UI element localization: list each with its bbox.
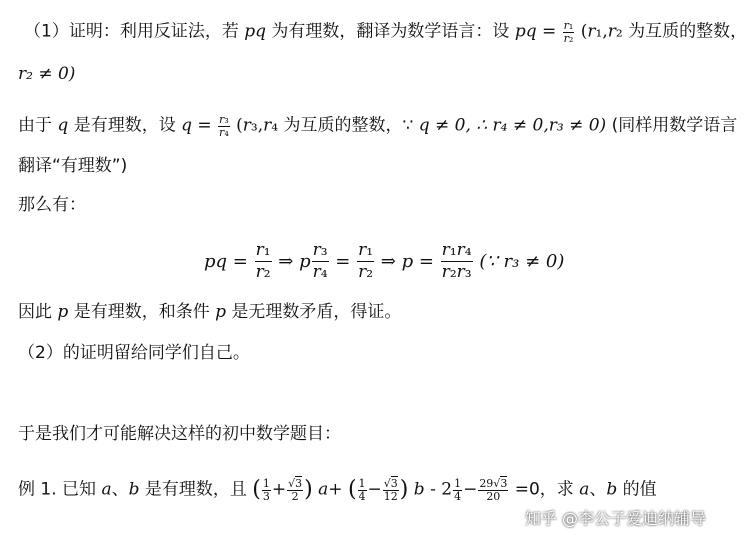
text-segment: 那么有：	[18, 195, 86, 215]
math-r1-r2: (r₁,r₂	[580, 21, 623, 42]
math-q: q	[57, 115, 69, 136]
fraction-sqrt3-2: $\frac{√3}{2}$	[288, 477, 303, 503]
proof-line-6	[18, 304, 401, 321]
math-r2-nonzero: r₂ ≠ 0)	[18, 64, 76, 84]
text-segment: 例 1. 已知	[18, 479, 97, 500]
proof-line-5	[18, 197, 86, 214]
text-segment: 为互质的整数，	[628, 21, 747, 42]
fraction-1-4: $\frac{1}{4}$	[358, 477, 366, 503]
text-segment: 是有理数，设	[73, 115, 176, 136]
proof-line-1	[24, 20, 747, 44]
text-segment: 的值	[622, 479, 657, 500]
example-1: 例 1. 已知 a、b 是有理数，且 ( $\frac{1}{3}$ + $\frac{√3}{2}$ ) a+ ( $\frac{1}{4}$ − $\frac{√3}{12}$ ) b - 2 $\frac{1}{4}$ − $\frac{29√3}{20}$ =0，求 a、b 的值	[18, 477, 657, 503]
fraction-1-4: $\frac{1}{4}$	[454, 477, 462, 503]
math-a-b: a	[101, 479, 112, 500]
math-p: p	[215, 302, 226, 322]
fraction-r1-r2: $\frac{\text{r₁}}{\text{r₂}}$	[255, 240, 271, 283]
fraction-sqrt3-12: $\frac{√3}{12}$	[383, 477, 398, 503]
display-equation: pq = $\frac{\text{r₁}}{\text{r₂}}$ ⇒ p $\frac{\text{r₃}}{\text{r₄}}$ = $\frac{\text{r₁}}{\text{r₂}}$ ⇒ p = $\frac{\text{r₁r₄}}{\text{r₂r₃}}$ (∵ r₃ ≠ 0)	[204, 240, 565, 283]
math-conditions: q ≠ 0, ∴ r₄ ≠ 0,r₃ ≠ 0)	[418, 115, 607, 136]
fraction-r3-r4: $\frac{\text{r₃}}{\text{r₄}}$	[219, 113, 229, 139]
proof-line-7	[18, 345, 250, 362]
proof-line-3	[18, 114, 737, 138]
fraction-r1-r2: $\frac{\text{r₁}}{\text{r₂}}$	[563, 19, 574, 45]
text-segment: 是有理数，和条件	[73, 302, 210, 322]
text-segment: 因此	[18, 302, 52, 322]
fraction-29sqrt3-20: $\frac{29√3}{20}$	[479, 477, 508, 503]
math-condition: (∵ r₃ ≠ 0)	[479, 250, 565, 272]
fraction-1-3: $\frac{1}{3}$	[262, 477, 270, 503]
math-pq: pq	[244, 21, 266, 42]
text-segment: （2）的证明留给同学们自己。	[18, 343, 250, 363]
text-segment: 为有理数，翻译为数学语言：设	[271, 21, 510, 42]
text-segment: 是有理数，且	[144, 479, 247, 500]
text-segment: 由于	[18, 115, 52, 136]
math-r3-r4: (r₃,r₄	[236, 115, 279, 136]
text-segment: 于是我们才可能解决这样的初中数学题目：	[18, 424, 341, 444]
math-pq-def: pq =	[514, 21, 557, 42]
text-segment: 翻译“有理数”)	[18, 156, 128, 176]
math-q-def: q =	[181, 115, 212, 136]
proof-line-8	[18, 426, 341, 443]
text-segment: 为互质的整数，∵	[283, 115, 414, 136]
text-segment: (同样用数学语言	[611, 115, 738, 136]
text-segment: （1）证明：利用反证法，若	[24, 21, 239, 42]
fraction-r3-r4: $\frac{\text{r₃}}{\text{r₄}}$	[312, 240, 328, 283]
fraction-r1r4-r2r3: $\frac{\text{r₁r₄}}{\text{r₂r₃}}$	[441, 240, 472, 283]
watermark: 知乎 @李公子爱迪纳辅导	[524, 509, 706, 528]
proof-line-2	[18, 66, 75, 83]
text-segment: 是无理数矛盾，得证。	[231, 302, 402, 322]
math-p: p	[57, 302, 69, 322]
proof-line-4	[18, 158, 127, 175]
text-segment: =0，求	[514, 479, 574, 500]
fraction-r1-r2: $\frac{\text{r₁}}{\text{r₂}}$	[358, 240, 374, 283]
